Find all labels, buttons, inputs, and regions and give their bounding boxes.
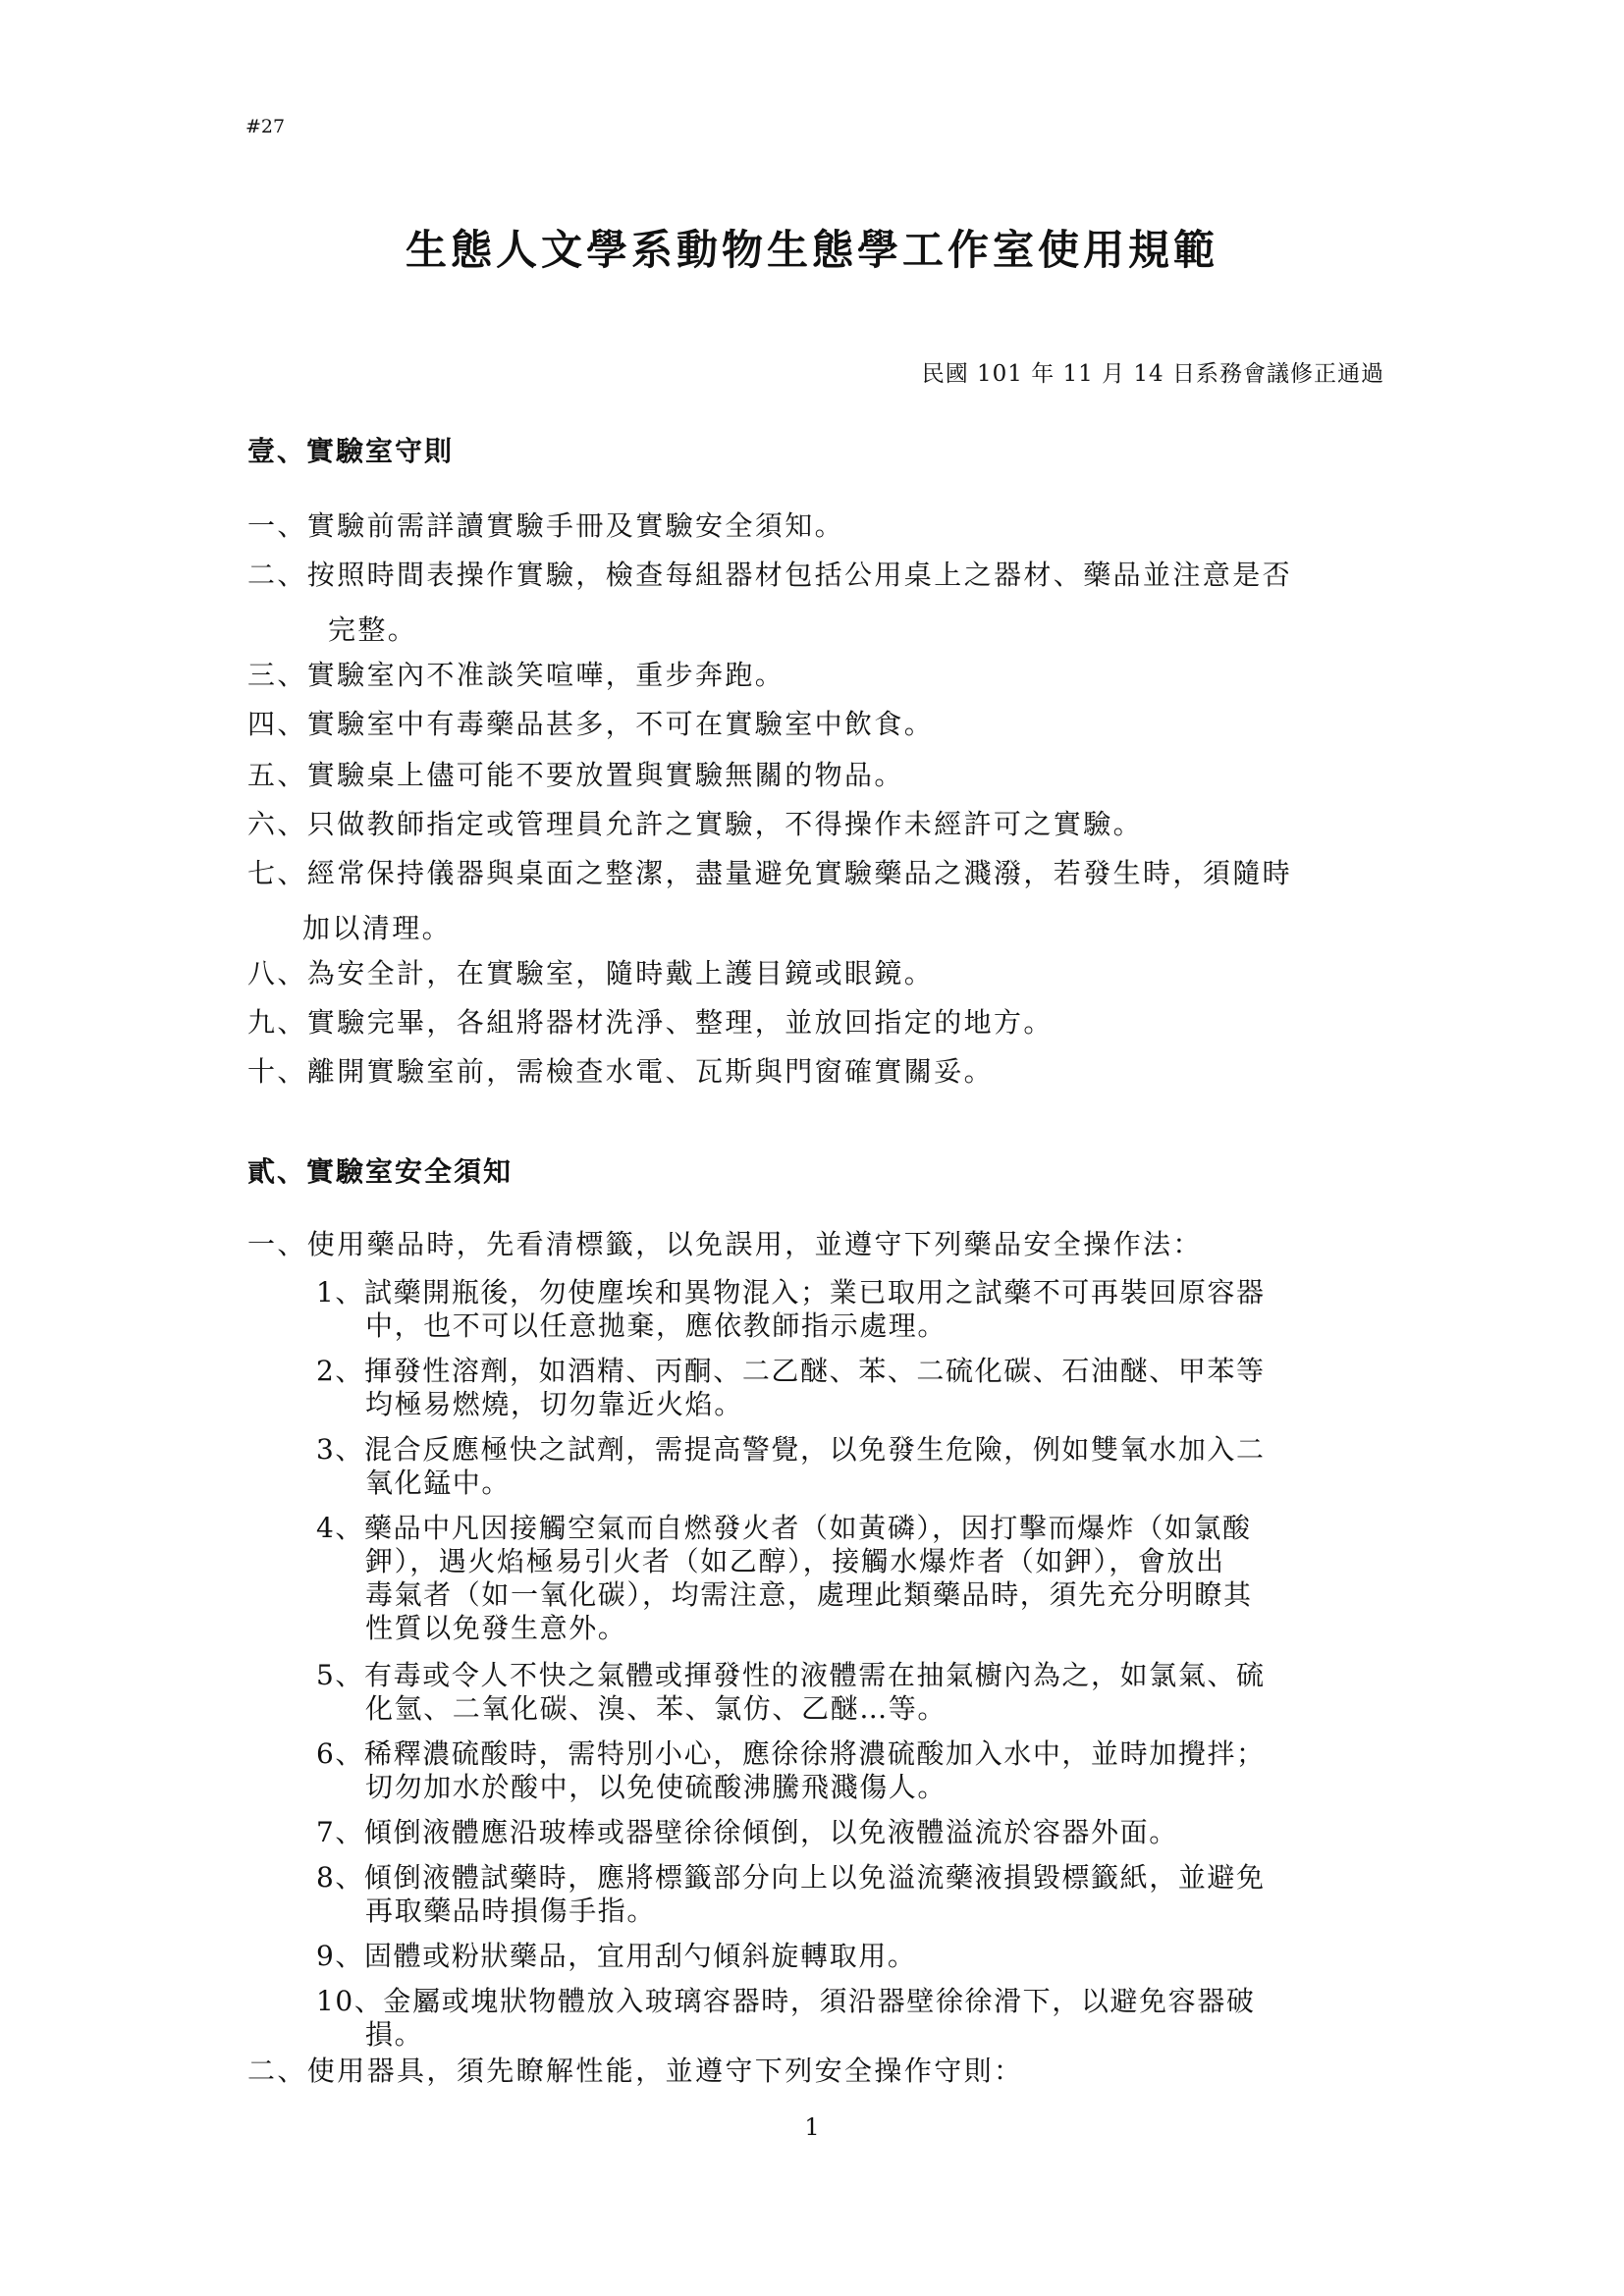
- chemical-subrule-5: [316, 1659, 1396, 1726]
- lab-rule-1: [247, 505, 1386, 544]
- subrule-line: 氧化錳中。: [365, 1467, 512, 1499]
- rule-text: 四、實驗室中有毒藥品甚多，不可在實驗室中飲食。: [247, 708, 935, 740]
- subrule-line: 3、混合反應極快之試劑，需提高警覺，以免發生危險，例如雙氧水加入二: [316, 1433, 1266, 1466]
- safety-item-chemicals: [247, 1223, 1386, 1262]
- chemical-subrule-3: [316, 1433, 1396, 1500]
- subrule-line: 性質以免發生意外。: [365, 1612, 627, 1644]
- chemical-subrule-9: [316, 1940, 1396, 1973]
- chemical-subrule-2: [316, 1355, 1396, 1421]
- subrule-line: 中，也不可以任意拋棄，應依教師指示處理。: [365, 1309, 947, 1342]
- chemical-subrule-8: [316, 1861, 1396, 1928]
- rule-text: 二、按照時間表操作實驗，檢查每組器材包括公用桌上之器材、藥品並注意是否: [247, 559, 1293, 591]
- subrule-line: 化氫、二氧化碳、溴、苯、氯仿、乙醚…等。: [365, 1692, 947, 1725]
- rule-continuation: 完整。: [328, 614, 418, 646]
- rule-text: 六、只做教師指定或管理員允許之實驗，不得操作未經許可之實驗。: [247, 808, 1144, 840]
- subrule-line: 2、揮發性溶劑，如酒精、丙酮、二乙醚、苯、二硫化碳、石油醚、甲苯等: [316, 1355, 1266, 1387]
- rule-continuation: 加以清理。: [302, 912, 453, 944]
- section-heading-safety: 貳、實驗室安全須知: [247, 1155, 514, 1188]
- lab-rule-10: [247, 1050, 1386, 1090]
- lab-rule-3: [247, 654, 1386, 693]
- document-title: 生態人文學系動物生態學工作室使用規範: [405, 226, 1218, 274]
- rule-text: 一、實驗前需詳讀實驗手冊及實驗安全須知。: [247, 509, 845, 542]
- rule-text: 二、使用器具，須先瞭解性能，並遵守下列安全操作守則：: [247, 2055, 1024, 2087]
- lab-rule-8: [247, 952, 1386, 991]
- subrule-line: 切勿加水於酸中，以免使硫酸沸騰飛濺傷人。: [365, 1771, 947, 1803]
- lab-rule-2: [247, 554, 1386, 648]
- chemical-subrule-10: [316, 1985, 1396, 2052]
- subrule-line: 6、稀釋濃硫酸時，需特別小心，應徐徐將濃硫酸加入水中，並時加攪拌；: [316, 1737, 1266, 1770]
- lab-rule-9: [247, 1001, 1386, 1041]
- chemical-subrule-6: [316, 1737, 1396, 1804]
- section-heading-lab-rules: 壹、實驗室守則: [247, 435, 455, 467]
- rule-text: 七、經常保持儀器與桌面之整潔，盡量避免實驗藥品之濺潑，若發生時，須隨時: [247, 857, 1293, 889]
- safety-item-equipment: [247, 2050, 1386, 2089]
- document-id: #27: [245, 116, 286, 137]
- rule-text: 五、實驗桌上儘可能不要放置與實驗無關的物品。: [247, 759, 904, 791]
- lab-rule-7: [247, 852, 1386, 946]
- rule-text: 一、使用藥品時，先看清標籤，以免誤用，並遵守下列藥品安全操作法：: [247, 1228, 1203, 1260]
- subrule-line: 5、有毒或令人不快之氣體或揮發性的液體需在抽氣櫥內為之，如氯氣、硫: [316, 1659, 1266, 1691]
- subrule-line: 8、傾倒液體試藥時，應將標籤部分向上以免溢流藥液損毀標籤紙，並避免: [316, 1861, 1266, 1894]
- approval-note: 民國 101 年 11 月 14 日系務會議修正通過: [921, 361, 1384, 387]
- page-number: 1: [804, 2113, 820, 2141]
- lab-rule-4: [247, 703, 1386, 742]
- rule-text: 八、為安全計，在實驗室，隨時戴上護目鏡或眼鏡。: [247, 957, 935, 989]
- subrule-line: 毒氣者（如一氧化碳），均需注意，處理此類藥品時，須先充分明瞭其: [365, 1578, 1253, 1611]
- rule-text: 九、實驗完畢，各組將器材洗淨、整理，並放回指定的地方。: [247, 1006, 1054, 1039]
- subrule-line: 再取藥品時損傷手指。: [365, 1895, 657, 1927]
- subrule-line: 鉀），遇火焰極易引火者（如乙醇），接觸水爆炸者（如鉀），會放出: [365, 1545, 1225, 1577]
- subrule-line: 損。: [365, 2018, 424, 2051]
- lab-rule-6: [247, 803, 1386, 842]
- chemical-subrule-7: [316, 1816, 1396, 1849]
- chemical-subrule-4: [316, 1512, 1396, 1645]
- lab-rule-5: [247, 754, 1386, 793]
- subrule-line: 4、藥品中凡因接觸空氣而自燃發火者（如黃磷），因打擊而爆炸（如氯酸: [316, 1512, 1252, 1544]
- subrule-line: 7、傾倒液體應沿玻棒或器壁徐徐傾倒，以免液體溢流於容器外面。: [316, 1816, 1178, 1848]
- rule-text: 十、離開實驗室前，需檢查水電、瓦斯與門窗確實關妥。: [247, 1055, 995, 1088]
- chemical-subrule-1: [316, 1276, 1396, 1343]
- subrule-line: 10、金屬或塊狀物體放入玻璃容器時，須沿器壁徐徐滑下，以避免容器破: [316, 1985, 1256, 2017]
- subrule-line: 1、試藥開瓶後，勿使塵埃和異物混入；業已取用之試藥不可再裝回原容器: [316, 1276, 1266, 1308]
- rule-text: 三、實驗室內不准談笑喧嘩，重步奔跑。: [247, 659, 785, 691]
- subrule-line: 均極易燃燒，切勿靠近火焰。: [365, 1388, 743, 1420]
- subrule-line: 9、固體或粉狀藥品，宜用刮勺傾斜旋轉取用。: [316, 1940, 917, 1972]
